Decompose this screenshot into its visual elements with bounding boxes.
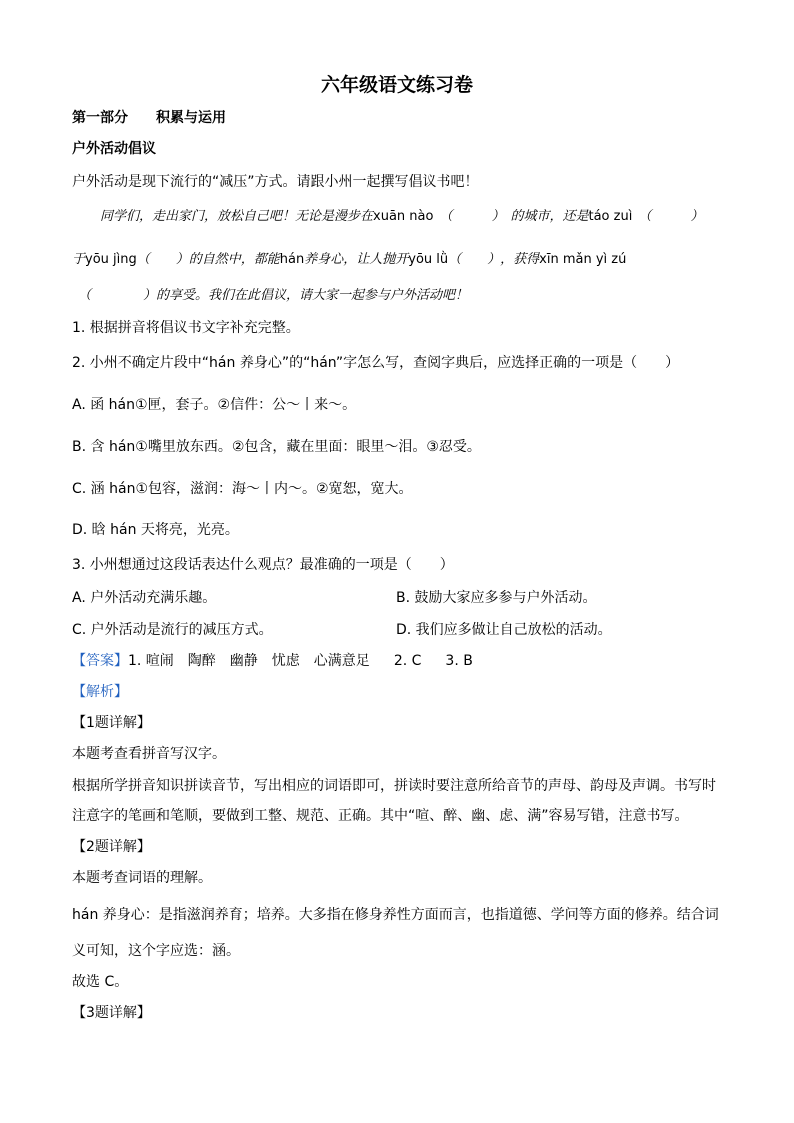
question-2-stem: 2. 小州不确定片段中“hán 养身心”的“hán”字怎么写，查阅字典后，应选择正确的一项是（ ） <box>72 355 680 371</box>
detail-2-label: 【2题详解】 <box>72 839 151 855</box>
passage-line-3 <box>78 286 468 306</box>
topic-intro: 户外活动是现下流行的“减压”方式。请跟小州一起撰写倡议书吧！ <box>72 174 479 190</box>
pinyin-prompt: xīn mǎn yì zú <box>539 252 627 267</box>
answer-q3: 3. B <box>445 653 473 669</box>
question-1: 1. 根据拼音将倡议书文字补充完整。 <box>72 320 300 336</box>
question-2-option-d[interactable]: D. 晗 hán 天将亮，光亮。 <box>72 522 239 538</box>
passage-line-1 <box>100 207 703 227</box>
answer-q2: 2. C <box>393 653 422 669</box>
question-3-option-a[interactable]: A. 户外活动充满乐趣。 <box>72 590 217 606</box>
passage-text: 于 <box>72 252 86 267</box>
detail-2-text: hán 养身心：是指滋润养育；培养。大多指在修身养性方面而言，也指道德、学问等方面的修养。结合词 <box>72 907 719 923</box>
question-2-option-a[interactable]: A. 函 hán①匣，套子。②信件：公～丨来～。 <box>72 397 357 413</box>
pinyin-prompt: yōu jìng <box>85 252 137 267</box>
passage-text: 的自然中，都能 <box>188 252 280 267</box>
detail-3-label: 【3题详解】 <box>72 1005 151 1021</box>
detail-1-text: 本题考查看拼音写汉字。 <box>72 746 226 762</box>
section-heading <box>72 108 226 128</box>
answer-q1: 1. 喧闹 陶醉 幽静 忧虑 心满意足 <box>128 653 370 669</box>
pinyin-prompt: yōu lǜ <box>408 252 449 267</box>
pinyin-prompt: táo zuì <box>588 209 633 224</box>
passage-text: 的享受。我们在此倡议，请大家一起参与户外活动吧！ <box>156 288 469 303</box>
question-2-option-b[interactable]: B. 含 hán①嘴里放东西。②包含，藏在里面：眼里～泪。③忍受。 <box>72 439 481 455</box>
detail-2-text: 本题考查词语的理解。 <box>72 870 212 886</box>
pinyin-prompt: xuān nào <box>373 209 434 224</box>
question-3-option-b[interactable]: B. 鼓励大家应多参与户外活动。 <box>396 590 597 606</box>
answer-line <box>72 651 473 671</box>
answer-blank[interactable]: （ ） <box>136 252 189 267</box>
pinyin-prompt: hán <box>279 252 305 267</box>
topic-heading: 户外活动倡议 <box>72 141 156 157</box>
detail-1-text: 根据所学拼音知识拼读音节，写出相应的词语即可，拼读时要注意所给音节的声母、韵母及声调。书写时 <box>72 778 716 794</box>
detail-2-text: 义可知，这个字应选：涵。 <box>72 943 240 959</box>
detail-2-text: 故选 C。 <box>72 974 129 990</box>
question-3-option-d[interactable]: D. 我们应多做让自己放松的活动。 <box>396 622 612 638</box>
answer-blank[interactable]: （ ） <box>448 252 501 267</box>
question-3-option-c[interactable]: C. 户外活动是流行的减压方式。 <box>72 622 273 638</box>
passage-text: 的城市，还是 <box>510 209 589 224</box>
section-name: 积累与运用 <box>156 110 226 126</box>
answer-blank[interactable]: （ ） <box>638 209 704 224</box>
section-part: 第一部分 <box>72 110 128 126</box>
detail-1-label: 【1题详解】 <box>72 715 151 731</box>
answer-label: 【答案】 <box>72 653 128 669</box>
question-2-option-c[interactable]: C. 涵 hán①包容，滋润：海～丨内～。②宽恕，宽大。 <box>72 481 413 497</box>
question-3-stem: 3. 小州想通过这段话表达什么观点？最准确的一项是（ ） <box>72 557 454 573</box>
answer-blank[interactable]: （ ） <box>439 209 505 224</box>
passage-text: 养身心，让人抛开 <box>304 252 409 267</box>
answer-blank[interactable]: （ ） <box>78 288 157 303</box>
passage-line-2 <box>72 250 626 270</box>
page-title: 六年级语文练习卷 <box>320 74 473 96</box>
passage-text: 同学们，走出家门，放松自己吧！无论是漫步在 <box>100 209 374 224</box>
analysis-label: 【解析】 <box>72 684 128 700</box>
passage-text: ，获得 <box>500 252 540 267</box>
detail-1-text: 注意字的笔画和笔顺，要做到工整、规范、正确。其中“喧、醉、幽、虑、满”容易写错，注意书写。 <box>72 808 689 824</box>
